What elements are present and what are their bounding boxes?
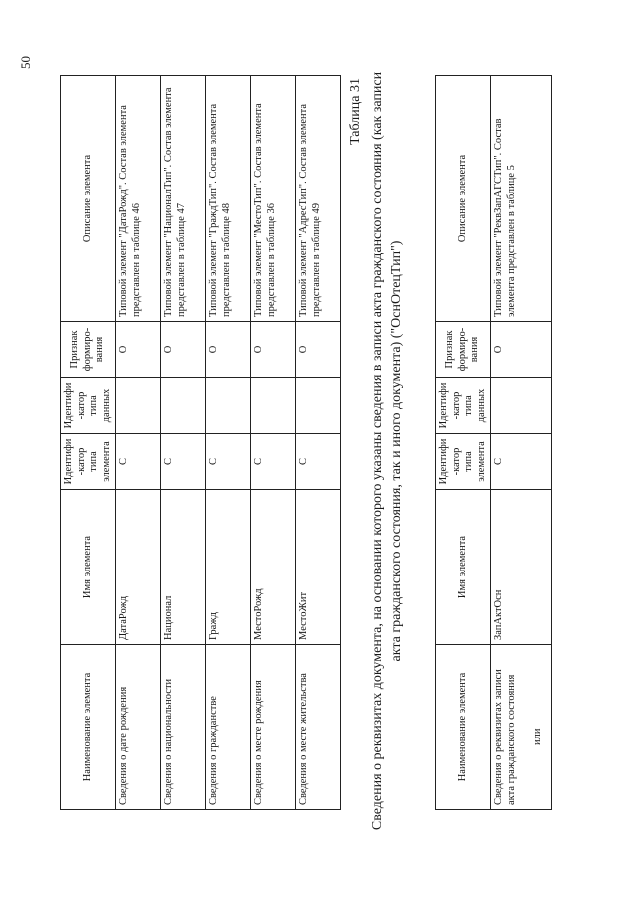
cell-name: Сведения о месте рождения — [251, 645, 296, 810]
cell-description: Типовой элемент "ГраждТип". Состав элемента представлен в таблице 48 — [206, 76, 251, 322]
cell-id-element: С — [161, 434, 206, 490]
cell-element: ДатаРожд — [116, 490, 161, 645]
section-title: Сведения о реквизитах документа, на основании которого указаны сведения в записи акта гражданского состояния (как записи акта гражданского состояния, так и иного документа) ("ОснОтецТип") — [370, 71, 404, 831]
table-label: Таблица 31 — [348, 78, 363, 145]
cell-id-element: С — [491, 434, 552, 490]
cell-sign: О — [116, 322, 161, 378]
cell-sign: О — [491, 322, 552, 378]
cell-sign: О — [206, 322, 251, 378]
table-row — [296, 76, 341, 810]
cell-sign: О — [251, 322, 296, 378]
cell-id-element: С — [296, 434, 341, 490]
cell-element: Национал — [161, 490, 206, 645]
cell-name — [491, 645, 552, 810]
header-name: Наименование элемента — [61, 645, 116, 810]
cell-description: Типовой элемент "АдресТип". Состав элемента представлен в таблице 49 — [296, 76, 341, 322]
header-id-data: Идентифи-катор типа данных — [61, 378, 116, 434]
cell-name-text: Сведения о реквизитах записи акта гражданского состояния — [493, 669, 517, 805]
cell-id-data — [206, 378, 251, 434]
cell-name: Сведения о национальности — [161, 645, 206, 810]
cell-name: Сведения о гражданстве — [206, 645, 251, 810]
cell-id-element: С — [206, 434, 251, 490]
header-element: Имя элемента — [436, 490, 491, 645]
table-row — [206, 76, 251, 810]
header-id-element: Идентифи-катор типа элемента — [436, 434, 491, 490]
cell-element: МестоЖит — [296, 490, 341, 645]
cell-element: Гражд — [206, 490, 251, 645]
cell-sign: О — [161, 322, 206, 378]
cell-id-data — [491, 378, 552, 434]
cell-description: Типовой элемент "НационалТип". Состав элемента представлен в таблице 47 — [161, 76, 206, 322]
document-basis-table — [435, 75, 552, 810]
header-id-element: Идентифи-катор типа элемента — [61, 434, 116, 490]
header-description: Описание элемента — [436, 76, 491, 322]
cell-name-or: или — [532, 728, 543, 745]
header-sign: Признак формиро-вания — [436, 322, 491, 378]
table-row — [161, 76, 206, 810]
page-number: 50 — [18, 56, 33, 69]
header-sign: Признак формиро-вания — [61, 322, 116, 378]
cell-element: МестоРожд — [251, 490, 296, 645]
cell-sign: О — [296, 322, 341, 378]
cell-id-data — [296, 378, 341, 434]
cell-element: ЗапАктОсн — [491, 490, 552, 645]
table-row — [116, 76, 161, 810]
header-id-data: Идентифи-катор типа данных — [436, 378, 491, 434]
cell-description: Типовой элемент "МестоТип". Состав элемента представлен в таблице 36 — [251, 76, 296, 322]
cell-id-data — [251, 378, 296, 434]
header-description: Описание элемента — [61, 76, 116, 322]
cell-description: Типовой элемент "РеквЗапАГСТип". Состав элемента представлен в таблице 5 — [491, 76, 552, 322]
header-name: Наименование элемента — [436, 645, 491, 810]
table-row — [491, 76, 552, 810]
cell-id-element: С — [116, 434, 161, 490]
header-element: Имя элемента — [61, 490, 116, 645]
table-row — [251, 76, 296, 810]
cell-description: Типовой элемент "ДатаРожд". Состав элемента представлен в таблице 46 — [116, 76, 161, 322]
cell-name: Сведения о месте жительства — [296, 645, 341, 810]
cell-id-element: С — [251, 434, 296, 490]
cell-id-data — [161, 378, 206, 434]
elements-table — [60, 75, 341, 810]
cell-name: Сведения о дате рождения — [116, 645, 161, 810]
cell-id-data — [116, 378, 161, 434]
table-header-row — [436, 76, 491, 810]
table-header-row — [61, 76, 116, 810]
